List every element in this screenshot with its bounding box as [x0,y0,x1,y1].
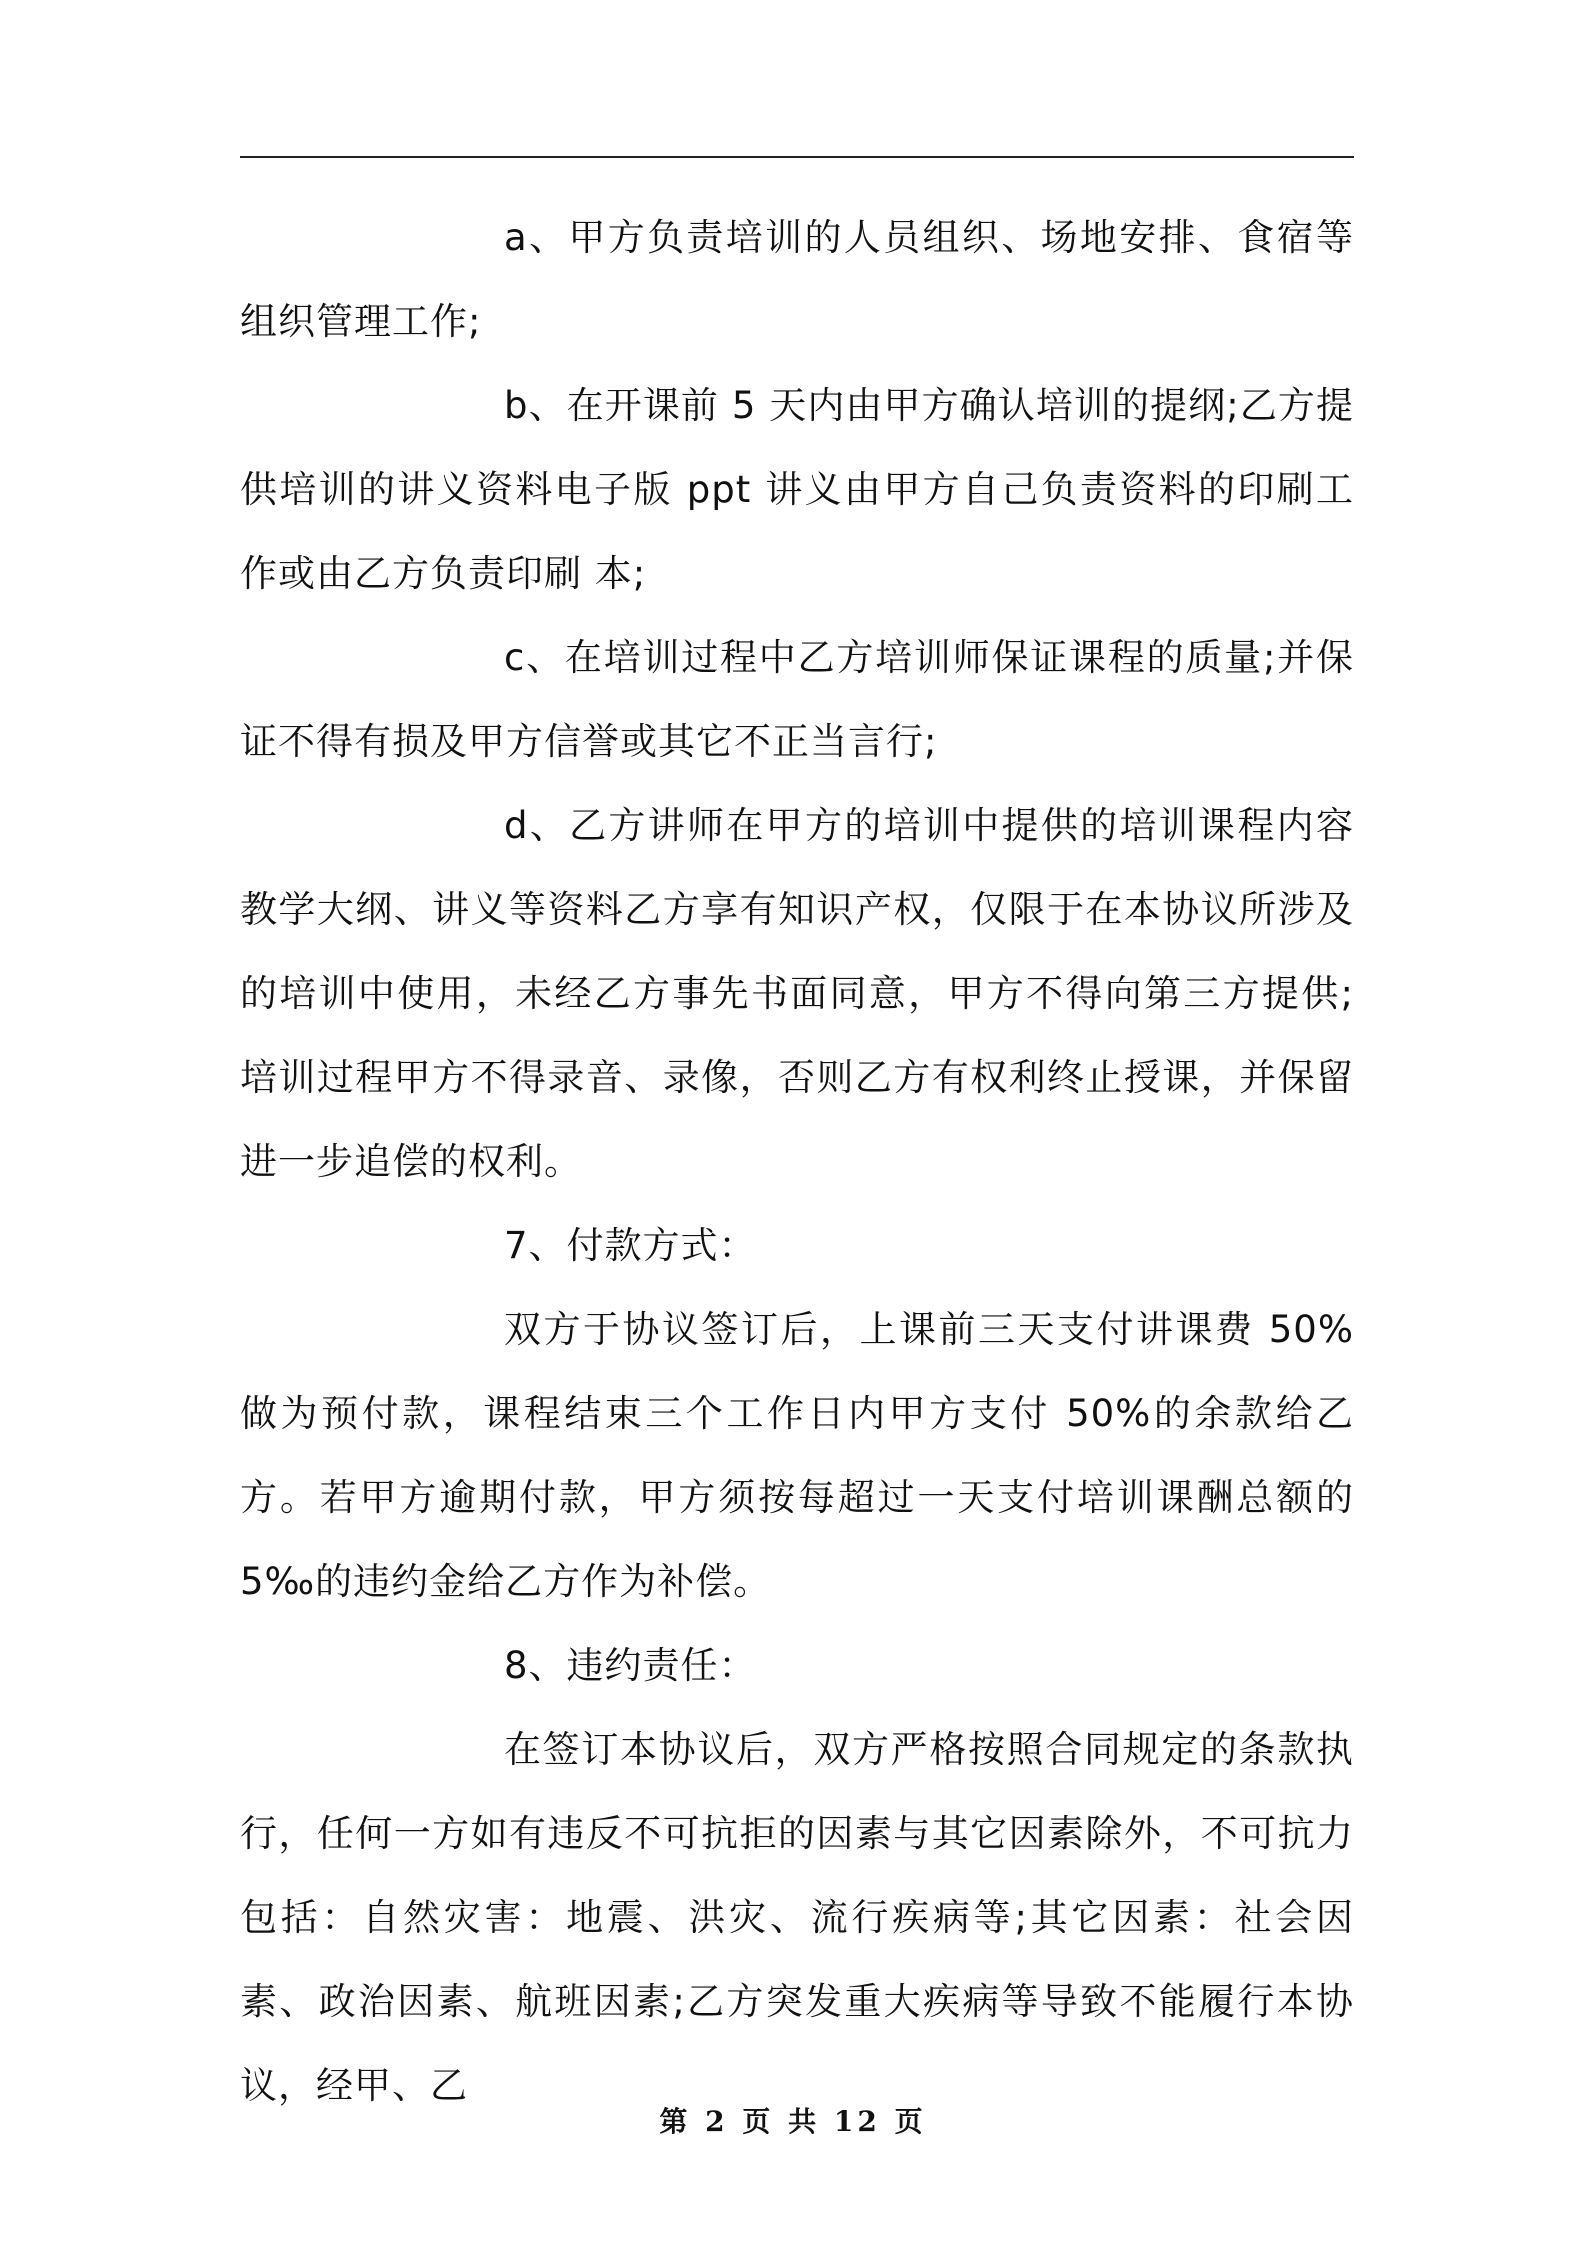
section-heading-breach: 8、违约责任： [504,1644,757,1687]
clause-b: b、在开课前 5 天内由甲方确认培训的提纲;乙方提供培训的讲义资料电子版 ppt 讲义由甲方自己负责资料的印刷工作或由乙方负责印刷 本; [240,384,1354,595]
clause-c: c、在培训过程中乙方培训师保证课程的质量;并保证不得有损及甲方信誉或其它不正当言行; [240,636,1354,763]
section-heading-payment: 7、付款方式： [504,1224,757,1267]
payment-terms: 双方于协议签订后，上课前三天支付讲课费 50%做为预付款，课程结束三个工作日内甲方支付 50%的余款给乙方。若甲方逾期付款，甲方须按每超过一天支付培训课酬总额的 5‰的违约金给乙方作为补偿。 [240,1308,1354,1603]
header-rule [240,156,1354,158]
clause-a: a、甲方负责培训的人员组织、场地安排、食宿等组织管理工作; [240,216,1354,343]
page-number: 第 2 页 共 12 页 [659,2105,927,2138]
breach-terms: 在签订本协议后，双方严格按照合同规定的条款执行，任何一方如有违反不可抗拒的因素与其它因素除外，不可抗力包括：自然灾害：地震、洪灾、流行疾病等;其它因素：社会因素、政治因素、航班因素;乙方突发重大疾病等导致不能履行本协议，经甲、乙 [240,1728,1354,2107]
document-body [240,196,1354,2128]
clause-d: d、乙方讲师在甲方的培训中提供的培训课程内容教学大纲、讲义等资料乙方享有知识产权，仅限于在本协议所涉及的培训中使用，未经乙方事先书面同意，甲方不得向第三方提供;培训过程甲方不得录音、录像，否则乙方有权利终止授课，并保留进一步追偿的权利。 [240,804,1354,1183]
